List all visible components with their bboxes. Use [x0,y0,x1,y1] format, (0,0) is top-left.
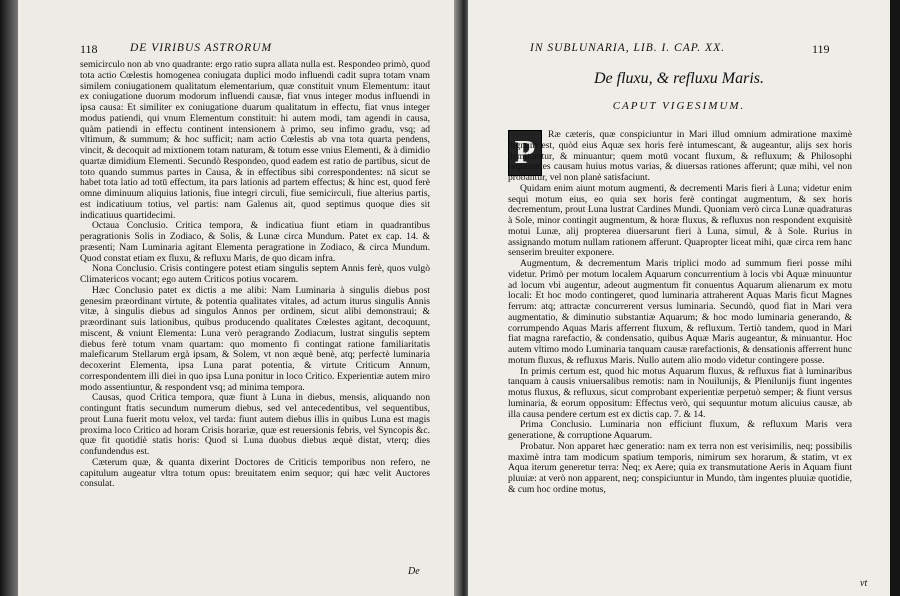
left-folio: 118 [80,42,98,56]
left-text-block [80,60,430,490]
chapter-number: CAPUT VIGESIMUM. [612,100,746,112]
left-paragraph: Hæc Conclusio patet ex dictis a me alibi: Nam Luminaria à singulis diebus post genesim præordinant virtute, & potentia qualitates vitales, ad actum iturus singulis Annis vitæ, à singulis diebus ad singulos Annos per ordinem, sicut alibi demonstraui; & præordinant suis lationibus, quibus producendo qualitates Cœlestes agitant, decoquunt, miscent, & vniunt Elementa: Luna verò peragrando Zodiacum, lustrat singulis septem diebus ferè totum vnam quartam: quo momento fi contingat ratione familiaritatis maleficarum Stellarum ergà ipsam, & Solem, vt non æquè benè, atq; perfectè luminaria decoxerint Elementa, ipsa Luna parat potentia, & virtute Criticum Annum, correspondentem illi diei in quo ipsa Luna ponitur in loco Critico. Experientiæ autem miro modo assentiuntur, & respondent vsq; ad minima tempora. [80,284,430,393]
right-paragraph: Augmentum, & decrementum Maris triplici modo ad summum fieri posse mihi videtur. Primò per motum localem Aquarum concurrentium à locis vbi Aquæ minuuntur ad locum vbi augentur, adeout augmentum fit conuentus Aquarum alienarum ex motu locali: Et hoc modo contingeret, quod luminaria attraherent Aquas Maris ficut Magnes ferrum: atq; attractæ concurrerent versus luminaria. Secundò, quod fiat in Mari vera augmentatio, & diminutio substantiæ Aquarum; & hoc modo luminaria generando, & corrumpendo Aquas Maris afferrent fluxum, & refluxum. Tertiò tandem, quod in Mari fiat magna rarefactio, & condensatio, quibus Aquæ Maris augeantur, & minuantur. Hoc autem vltimo modo Luminaria tanquam causæ rarefactionis, & densationis afferrent hunc motum fluxus, & refluxus Maris. Nullo autem alio modo videtur contingere posse. [508,258,852,366]
left-paragraph: Causas, quod Critica tempora, quæ fiunt à Luna in diebus, mensis, aliquando non contingunt ftatis secundum numerum diebus, sed vel antecedentibus, vel sequentibus, prout Luna fuerit motu velox, vel tarda: fiunt autem diebus illis in quibus Luna est magis proxima loco Critico ad horam Crisis horariæ, quæ est reuersionis febris, vel Syncopis &c. quæ fit quotidiè statis horis: Quod si Luna duobus diebus æquè distat, vterq; dies confundendus est. [80,392,430,457]
left-page [18,0,458,596]
right-running-head: IN SUBLUNARIA, LIB. I. CAP. XX. [530,42,725,54]
left-paragraph: Octaua Conclusio. Critica tempora, & indicatiua fiunt etiam in quadrantibus peragrationis Solis in Zodiaco, & Solis, & Lunæ circa Mundum. Patet ex cap. 14. & præsenti; Nam Luminaria agitant Elementa peragratione in Zodiaco, & circa Mundum. Quod constat etiam ex fluxu, & refluxu Maris, de quo dicam infra. [80,220,430,264]
right-page [468,0,890,596]
book-edge-right [890,0,900,596]
right-paragraph: Ræ cæteris, quæ conspiciuntur in Mari illud omnium admiratione maximè dignum est, quòd eius Aquæ sex horis ferè intumescant, & augeantur, alijs sex horis demittantur, & minuantur; quem motū vocant fluxum, & refluxum; & Philosophi requirentes causam huius motus varias, & diuersas rationes afferunt; quæ mihi, vel non probantur, vel non planè satisfaciunt. [508,129,852,183]
right-paragraph: Quidam enim aiunt motum augmenti, & decrementi Maris fieri à Luna; videtur enim sequi motum eius, eo quia sex horis ferè contingat augmentum, & sex horis decrementum, prout Luna lustrat Cardines Mundi. Quoniam verò circa Lunæ quadraturas à Sole, minor contingit augmentum, & horæ fluxus, & refluxus non respondent exquisitè motui Lunæ, alij propterea diuersarunt fieri à Luna, simul, & à Sole. Rurius in assignando motum nullam rationem afferunt. Quapropter liceat mihi, quæ circa rem hanc senserim breuiter exponere. [508,182,852,259]
left-paragraph: Cæterum quæ, & quanta dixerint Doctores de Criticis temporibus non refero, ne capitulum augeatur vltra totum opus: breuitatem enim sequor; qui hæc velit Auctores consulat. [80,456,430,490]
right-text-block [508,130,852,496]
book-edge-left [0,0,18,596]
right-catchword: vt [860,578,868,589]
right-paragraph: Prima Conclusio. Luminaria non efficiunt fluxum, & refluxum Maris vera generatione, & corruptione Aquarum. [508,419,852,441]
left-catchword: De [408,566,420,577]
left-paragraph: Nona Conclusio. Crisis contingere potest etiam singulis septem Annis ferè, quos vulgò Climatericos vocant; ego autem Criticos potius vocarem. [80,263,430,285]
initial-letter: P [514,134,536,171]
left-running-head: DE VIRIBUS ASTRORUM [130,42,273,54]
left-paragraph: semicirculo non ab vno quadrante: ergo ratio supra allata nulla est. Respondeo primò, quod tota actio Cœlestis homogenea coniugata duplici modo influendi cadit supra totam vnam similem coniugationem qualitatum elementarium, quæ constituit vnum Elementum: itaut ex coniugatione duorum modorum influendi causæ, fiat vnus integer modus influendi in ipsa causa: Et similiter ex coniugatione duarum qualitatum in effectu, fiat vnus integer modus patiendi, qui vnum Elementum constituit: hi autem modi, tam agendi in causa, quàm patiendi in effectu continent intensionem à primo, seu infimo gradu, vsq; ad vltimum, & summum; & hoc sufficit; nam actio Cœlestis ab vna tota quarta pendens, vincit, & decoquit ad mixtionem totam naturam, & totum esse vnius Elementi, & à dimidio quartæ dimidium Elementi. Secundò Respondeo, quod eadem est ratio de partibus, sicut de toto quando summus partes in Causa, & in effectibus sibi correspondentes: nā sicut se habet tota latio ad totū effectum, ita pars lationis ad partem effectus; & hinc est, quod ferè omne diminuum aliquius lationis, fiue integri circuli, fiue semicirculi, fiue alterius partis, est indicatiuum totius, vel partis: nam Galenus ait, quod septimus quoque dies sit indicatiuus quartidecimi. [80,59,430,221]
right-folio: 119 [812,42,830,56]
right-paragraph: In primis certum est, quod hic motus Aquarum fluxus, & refluxus fiat à luminaribus tanquam à causis vniuersalibus remotis: nam in Nouilunijs, & Plenilunijs fiunt ingentes motus fluxus, & refluxus, sicut comprobant experientiæ perpetuò semper; & fiunt versus luminaria, & eorum oppositum: Effectus verò, qui sequuntur motum alicuius causæ, ab illa causa pendere certum est ex dictis cap. 7. & 14. [508,365,852,420]
chapter-title: De fluxu, & refluxu Maris. [593,70,765,87]
right-paragraph: Probatur. Non apparet hæc generatio: nam ex terra non est verisimilis, neq; possibilis maximè intra tam modicum spatium temporis, nimirum sex horarum, & statim, vt ex Aqua iterum generetur terra: Neq; ex Aere; quia ex transmutatione Aeris in Aquam fiunt pluuiæ: at verò non apparent, neq; conspiciuntur in Mundo, tàm ingentes pluuiæ quotidie, & cum hoc ordine motus, [508,440,852,495]
